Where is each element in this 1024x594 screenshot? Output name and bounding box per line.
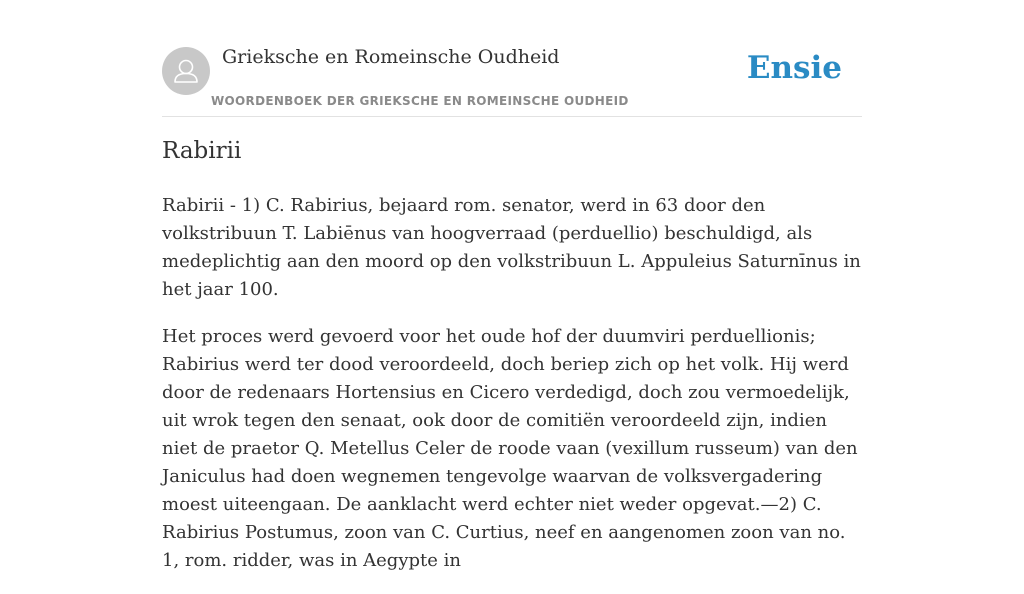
entry-title: Rabirii: [162, 138, 242, 164]
entry-paragraph: Rabirii - 1) C. Rabirius, bejaard rom. senator, werd in 63 door den volkstribuun T. Labiēnus van hoogverraad (perduellio) beschuldigd, als medeplichtig aan den moord op den volkstribuun L. Appuleius Saturnīnus in het jaar 100.: [162, 195, 861, 300]
source-title[interactable]: Grieksche en Romeinsche Oudheid: [222, 46, 560, 68]
source-avatar[interactable]: [162, 47, 210, 95]
entry-paragraph: Het proces werd gevoerd voor het oude hof der duumviri perduellionis; Rabirius werd ter dood veroordeeld, doch beriep zich op het volk. Hij werd door de redenaars Hortensius en Cicero verdedigd, doch zou vermoedelijk, uit wrok tegen den senaat, ook door de comitiën veroordeeld zijn, indien niet de praetor Q. Metellus Celer de roode vaan (vexillum russeum) van den Janiculus had doen wegnemen tengevolge waarvan de volksvergadering moest uiteengaan. De aanklacht werd echter niet weder opgevat.—2) C. Rabirius Postumus, zoon van C. Curtius, neef en aangenomen zoon van no. 1, rom. ridder, was in Aegypte in: [162, 326, 858, 571]
page-container: [162, 0, 862, 571]
ensie-logo[interactable]: Ensie: [746, 50, 842, 86]
source-header: [162, 0, 862, 117]
user-placeholder-icon: [162, 47, 210, 95]
source-subtitle[interactable]: WOORDENBOEK DER GRIEKSCHE EN ROMEINSCHE OUDHEID: [211, 94, 629, 108]
entry-body: [162, 192, 862, 594]
